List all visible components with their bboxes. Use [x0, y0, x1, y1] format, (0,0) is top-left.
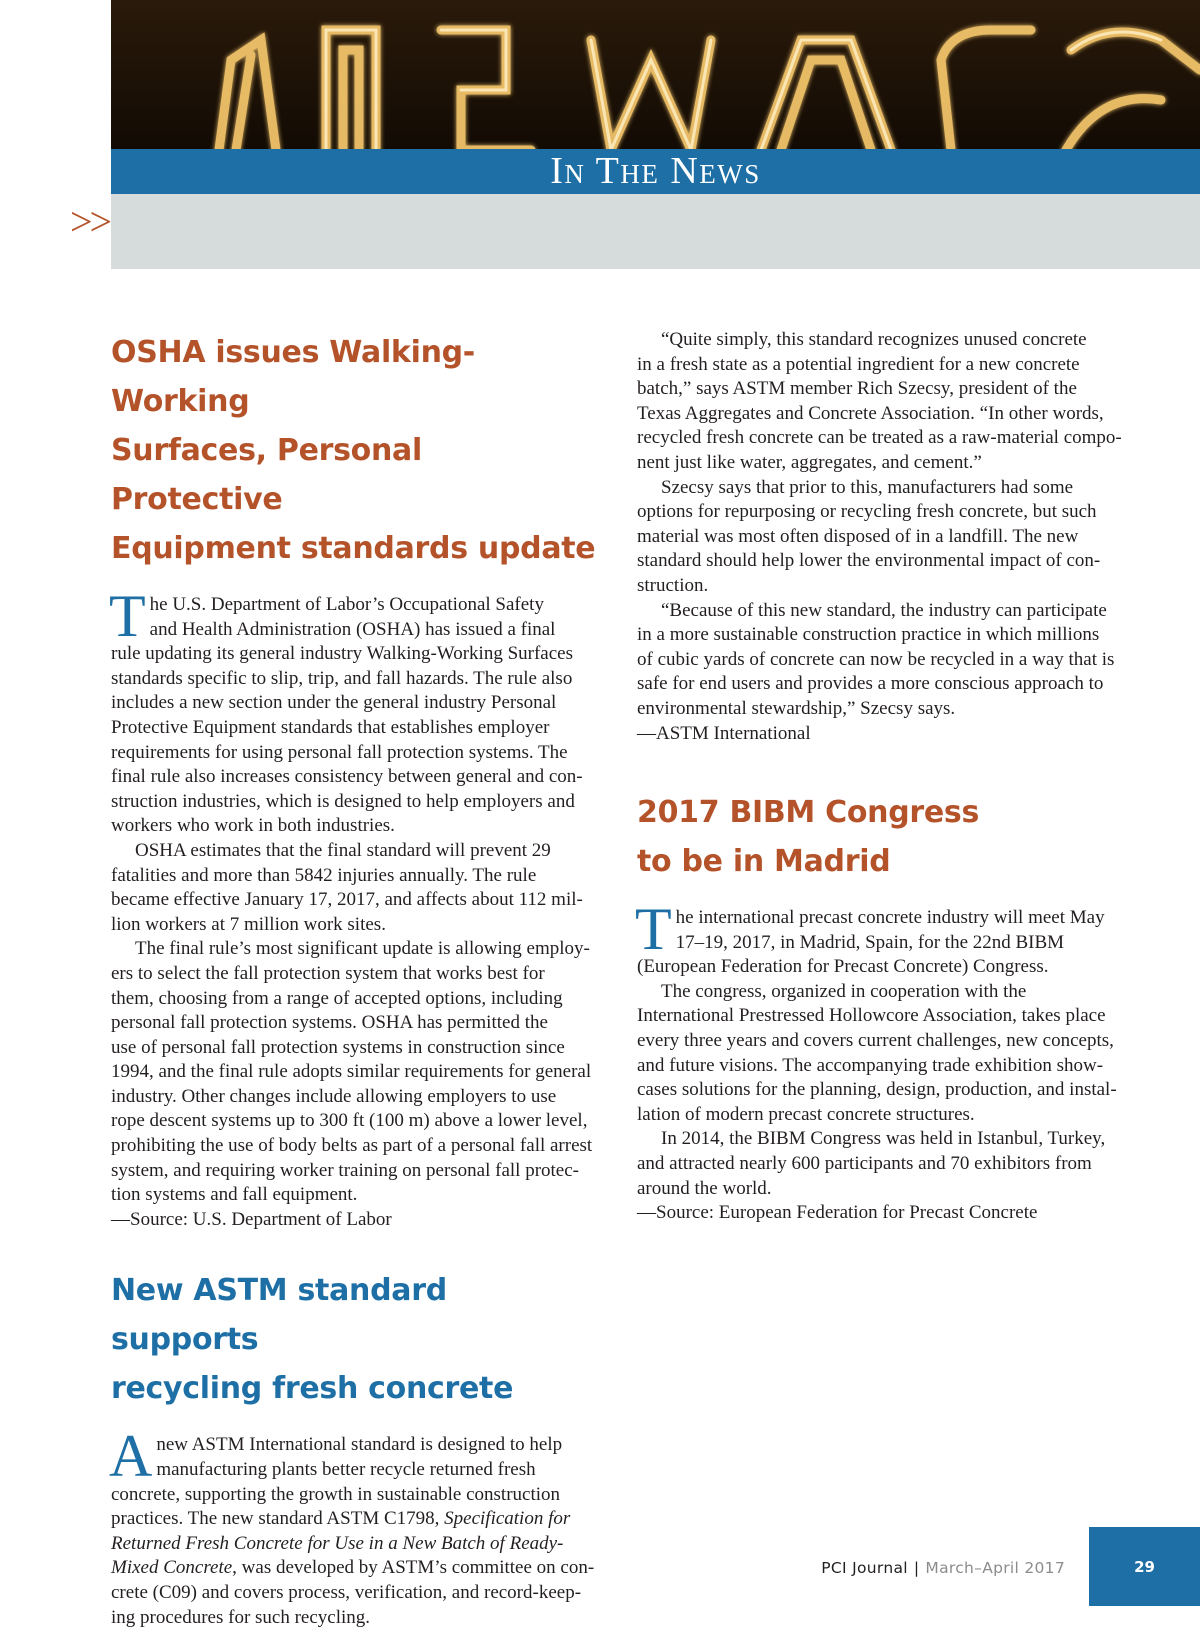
banner-photo-neon-sign — [111, 0, 1200, 150]
bibm-article-body — [635, 896, 1130, 1226]
bibm-dropcap: T — [635, 896, 672, 963]
neon-sign-illustration — [111, 0, 1200, 150]
osha-paragraph-1: T he U.S. Department of Labor’s Occupational Safety and Health Administration (OSHA) has issued a final rule updating its general industry Walking-Working Surfaces standards specific to slip, trip, and fall hazards. The rule also includes a new section under the general industry Personal Protective Equipment standards that establishes employer requirements for using personal fall protection systems. The final rule also increases consistency between general and con- struction industries, which is designed to help employers and workers who work in both industries. — [109, 583, 583, 837]
bibm-paragraph-3: In 2014, the BIBM Congress was held in Istanbul, Turkey, and attracted nearly 600 participants and 70 exhibitors from around the world. — [637, 1128, 1106, 1199]
footer-separator: | — [913, 1559, 920, 1577]
astm-article-continued — [637, 328, 1130, 746]
footer-issue: March–April 2017 — [925, 1559, 1065, 1577]
section-title-bar — [111, 149, 1200, 194]
osha-paragraph-3: The final rule’s most significant update is allowing employ- ers to select the fall protection system that works best for them, choosing from a range of accepted options, including personal fall protection systems. OSHA has permitted the use of personal fall protection systems in construction since 1994, and the final rule adopts similar requirements for general industry. Other changes include allowing employers to use rope descent systems up to 300 ft (100 m) above a lower level, prohibiting the use of body belts as part of a personal fall arrest system, and requiring worker training on personal fall protec- tion systems and fall equipment. — [111, 938, 593, 1206]
astm-article-body — [109, 1423, 601, 1630]
page-number-box — [1089, 1527, 1200, 1606]
section-title: In The News — [550, 150, 761, 192]
bibm-paragraph-1: T he international precast concrete industry will meet May 17–19, 2017, in Madrid, Spain, for the 22nd BIBM (European Federation for Precast Concrete) Congress. — [635, 896, 1105, 978]
astm-paragraph-3: Szecsy says that prior to this, manufacturers had some options for repurposing or recycling fresh concrete, but such material was most often disposed of in a landfill. The new standard should help lower the environmental impact of con- struction. — [637, 476, 1101, 596]
astm-paragraph-2: “Quite simply, this standard recognizes unused concrete in a fresh state as a potential ingredient for a new concrete batch,” says ASTM member Rich Szecsy, president of the Texas Aggregates and Concrete Association. “In other words, recycled fresh concrete can be treated as a raw-material compo- nent just like water, aggregates, and cement.” — [637, 329, 1122, 473]
bibm-source: —Source: European Federation for Precast Concrete — [637, 1202, 1038, 1224]
footer-journal-info — [821, 1559, 1065, 1577]
osha-article-body — [109, 583, 601, 1232]
grey-band — [111, 194, 1200, 269]
bibm-paragraph-2: The congress, organized in cooperation with the International Prestressed Hollowcore Association, takes place every three years and covers current challenges, new concepts, and future visions. The accompanying trade exhibition show- cases solutions for the planning, design, production, and instal- lation of modern precast concrete structures. — [637, 980, 1117, 1125]
page-number: 29 — [1134, 1558, 1155, 1576]
astm-paragraph-1: A new ASTM International standard is designed to help manufacturing plants better recycle returned fresh concrete, supporting the growth in sustainable construction practices. The new standard ASTM C1798, Specification for Returned Fresh Concrete for Use in a New Batch of Ready- Mixed Concrete, was developed by ASTM’s committee on con- crete (C09) and covers process, verification, and record-keep- ing procedures for such recycling. — [109, 1423, 595, 1628]
chevron-double-icon: >> — [70, 199, 110, 244]
right-column — [637, 328, 1130, 1226]
footer-journal-name: PCI Journal — [821, 1559, 908, 1577]
astm-spec-title: Specification for — [444, 1508, 571, 1530]
astm-headline: New ASTM standard supports recycling fresh concrete — [111, 1273, 514, 1407]
osha-headline: OSHA issues Walking-Working Surfaces, Personal Protective Equipment standards update — [111, 335, 596, 566]
osha-paragraph-2: OSHA estimates that the final standard will prevent 29 fatalities and more than 5842 injuries annually. The rule became effective January 17, 2017, and affects about 112 mil- lion workers at 7 million work sites. — [111, 839, 583, 935]
left-column — [111, 328, 601, 1630]
bibm-headline: 2017 BIBM Congress to be in Madrid — [637, 795, 980, 880]
osha-source: —Source: U.S. Department of Labor — [111, 1208, 392, 1230]
osha-dropcap: T — [109, 583, 146, 649]
astm-source: —ASTM International — [637, 722, 811, 744]
astm-paragraph-4: “Because of this new standard, the industry can participate in a more sustainable construction practice in which millions of cubic yards of concrete can now be recycled in a way that is safe for end users and provides a more conscious approach to environmental stewardship,” Szecsy says. — [637, 599, 1115, 719]
astm-dropcap: A — [109, 1423, 153, 1490]
